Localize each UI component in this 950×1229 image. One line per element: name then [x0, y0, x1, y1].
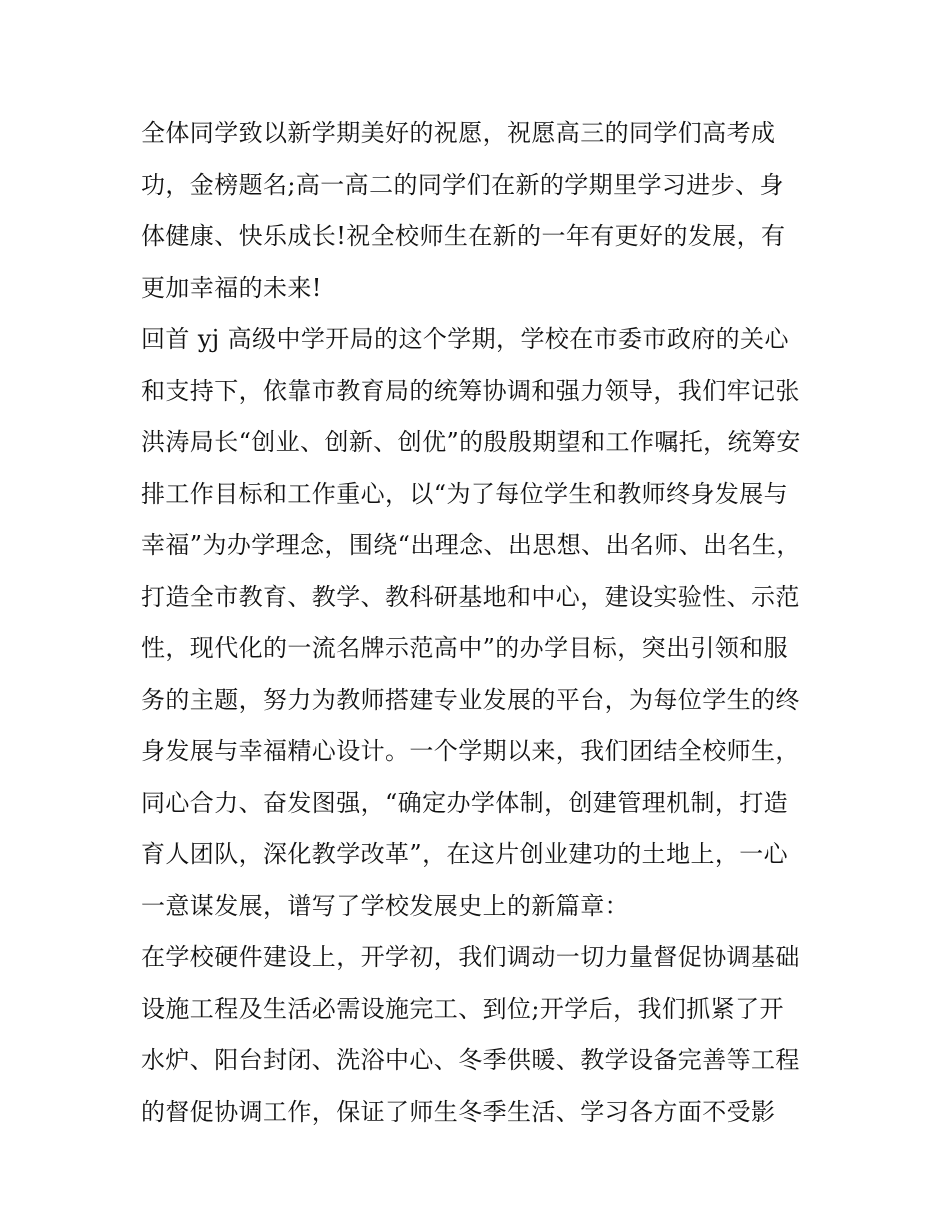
text-line: 回首 yj 高级中学开局的这个学期，学校在市委市政府的关心: [141, 325, 789, 353]
text-line: 打造全市教育、教学、教科研基地和中心，建设实验性、示范: [141, 582, 800, 611]
text-line: 在学校硬件建设上，开学初，我们调动一切力量督促协调基础: [141, 943, 800, 971]
text-line: 幸福”为办学理念，围绕“出理念、出思想、出名师、出名生，: [141, 531, 801, 559]
document-body: [141, 108, 821, 1138]
text-line: 身发展与幸福精心设计。一个学期以来，我们团结全校师生，: [141, 737, 800, 765]
text-line: 一意谋发展，谱写了学校发展史上的新篇章：: [141, 891, 629, 920]
text-line: 水炉、阳台封闭、洗浴中心、冬季供暖、教学设备完善等工程: [141, 1046, 800, 1074]
text-line: 育人团队，深化教学改革”，在这片创业建功的土地上，一心: [141, 840, 789, 868]
text-line: 洪涛局长“创业、创新、创优”的殷殷期望和工作嘱托，统筹安: [141, 428, 801, 456]
text-line: 排工作目标和工作重心，以“为了每位学生和教师终身发展与: [141, 479, 789, 508]
text-line: 的督促协调工作，保证了师生冬季生活、学习各方面不受影: [141, 1097, 776, 1126]
text-line: 和支持下，依靠市教育局的统筹协调和强力领导，我们牢记张: [141, 376, 800, 405]
text-line: 务的主题，努力为教师搭建专业发展的平台，为每位学生的终: [141, 685, 800, 714]
text-line: 全体同学致以新学期美好的祝愿，祝愿高三的同学们高考成: [141, 119, 776, 147]
text-line: 同心合力、奋发图强，“确定办学体制，创建管理机制，打造: [141, 788, 789, 817]
text-line: 设施工程及生活必需设施完工、到位;开学后，我们抓紧了开: [141, 994, 784, 1023]
text-line: 更加幸福的未来!: [141, 273, 322, 302]
text-line: 功，金榜题名;高一高二的同学们在新的学期里学习进步、身: [141, 170, 784, 199]
text-line: 性，现代化的一流名牌示范高中”的办学目标，突出引领和服: [141, 634, 789, 662]
text-line: 体健康、快乐成长!祝全校师生在新的一年有更好的发展，有: [141, 222, 786, 250]
